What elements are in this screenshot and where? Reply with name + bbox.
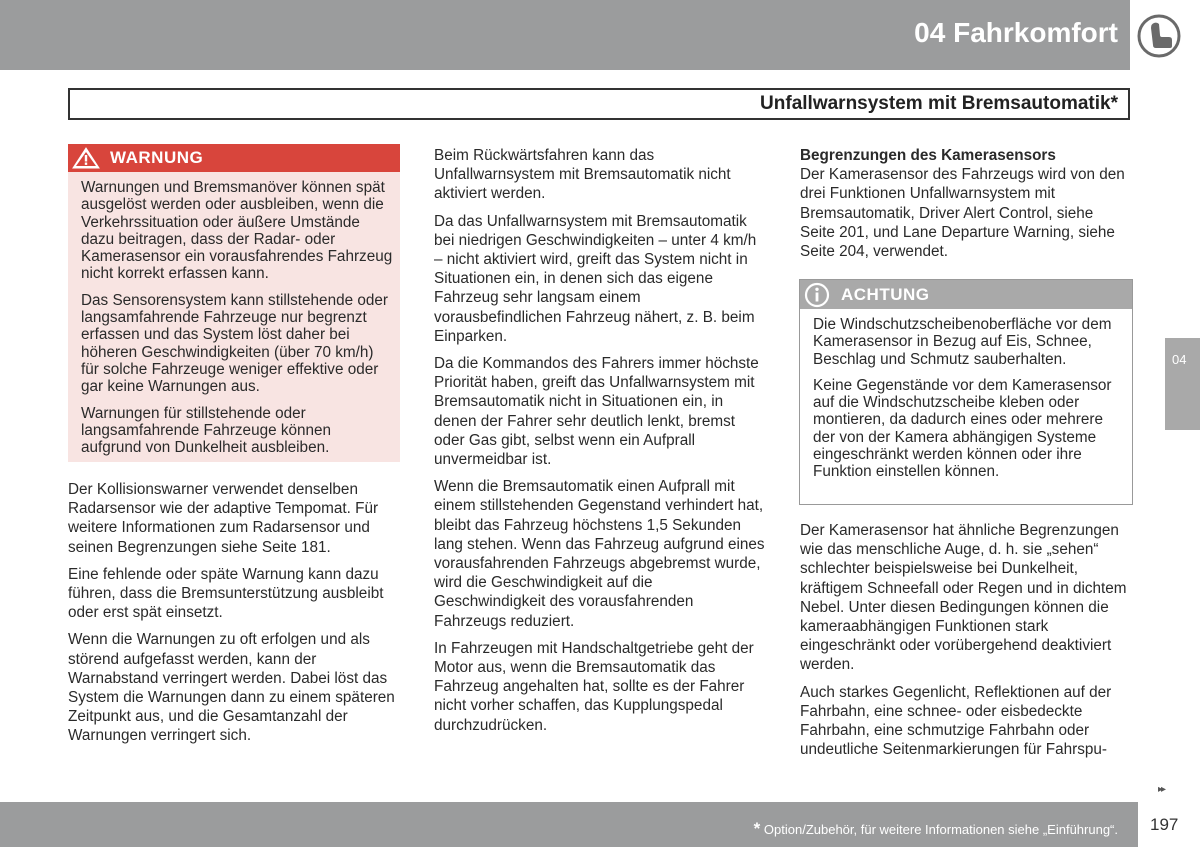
body-paragraph: Wenn die Bremsautomatik einen Aufprall mit einem stillstehenden Gegenstand verhindert hat, bleibt das Fahrzeug höchstens 1,5 Sekunden lang stehen. Wenn das Fahrzeug aufgrund eines vorausfahrenden Fahrzeugs abgebremst wurde, wird die Geschwindigkeit auf die Geschwindigkeit des vorausfahrenden Fahrzeugs reduziert. [434,478,765,630]
section-title: Unfallwarnsystem mit Bremsautomatik* [760,93,1118,114]
column-3-text [800,521,1132,767]
caution-paragraph: Die Windschutzscheibenoberfläche vor dem Kamerasensor in Bezug auf Eis, Schnee, Beschlag und Schmutz sauberhalten. [813,316,1112,368]
body-paragraph: Da die Kommandos des Fahrers immer höchste Priorität haben, greift das Unfallwarnsystem mit Bremsautomatik nicht in Situationen ein, in denen der Fahrer sehr deutlich lenkt, bremst oder Gas gibt, selbst wenn ein Aufprall unvermeidbar ist. [434,355,759,469]
column-2-text [434,146,766,743]
caution-box [799,279,1133,505]
caution-paragraph: Keine Gegenstände vor dem Kamerasensor auf die Windschutzscheibe kleben oder montieren, da dadurch eines oder mehrere der von der Kamera abhängigen Systeme eingeschränkt werden können oder ihre Funktion einstellen können. [813,376,1112,481]
warning-triangle-icon [71,146,101,170]
section-title-box [68,88,1130,120]
body-paragraph: Da das Unfallwarnsystem mit Bremsautomatik bei niedrigen Geschwindigkeiten – unter 4 km/h – nicht aktiviert wird, greift das System nicht in Situationen ein, in denen sich das eigene Fahrzeug sehr langsam einem vorausbefindlichen Fahrzeug nähert, z. B. beim Einparken. [434,212,757,345]
warning-paragraph: Das Sensorensystem kann stillstehende oder langsamfahrende Fahrzeuge nur begrenzt erfassen und das System löst daher bei höheren Geschwindigkeiten (über 70 km/h) für solche Fahrzeuge weniger effektive oder gar keine Warnungen aus. [81,291,388,396]
warning-paragraph: Warnungen und Bremsmanöver können spät ausgelöst werden oder ausbleiben, wenn die Verkehrssituation oder äußere Umstände dazu beitragen, dass der Radar- oder Kamerasensor ein vorausfahrendes Fahrzeug nicht korrekt erfassen kann. [81,179,393,283]
warning-label: WARNUNG [110,148,204,167]
body-paragraph: Auch starkes Gegenlicht, Reflektionen auf der Fahrbahn, eine schnee- oder eisbedeckte Fahrbahn, eine schmutzige Fahrbahn oder undeutliche Seitenmarkierungen für Fahrspu- [800,683,1112,759]
body-paragraph: Wenn die Warnungen zu oft erfolgen und als störend aufgefasst werden, kann der Warnabstand verringert werden. Dabei löst das System die Warnungen dann zu einem späteren Zeitpunkt aus, und die Gesamtanzahl der Warnungen verringert sich. [68,631,395,745]
caution-header [800,280,1132,309]
body-paragraph: In Fahrzeugen mit Handschaltgetriebe geht der Motor aus, wenn die Bremsautomatik das Fahrzeug angehalten hat, sollte es der Fahrer nicht vorher schaffen, das Kupplungspedal durchzudrücken. [434,639,754,734]
warning-header [68,144,400,172]
continue-arrow-icon: ▸▸ [1158,784,1165,795]
body-paragraph: Der Kamerasensor des Fahrzeugs wird von den drei Funktionen Unfallwarnsystem mit Bremsautomatik, Driver Alert Control, siehe Seite 201, und Lane Departure Warning, siehe Seite 204, verwendet. [800,166,1125,261]
body-paragraph: Beim Rückwärtsfahren kann das Unfallwarnsystem mit Bremsautomatik nicht aktiviert werden. [434,147,731,203]
footer-note [754,819,1118,839]
info-icon [804,282,830,308]
footer-note-text: Option/Zubehör, für weitere Informationen siehe „Einführung“. [760,822,1118,837]
seat-icon [1137,14,1181,58]
caution-label: ACHTUNG [841,285,930,304]
body-paragraph: Der Kollisionswarner verwendet denselben Radarsensor wie der adaptive Tempomat. Für weitere Informationen zum Radarsensor und seinen Begrenzungen siehe Seite 181. [68,481,379,556]
page-number: 197 [1150,815,1179,834]
caution-text [813,316,1125,490]
footer-star: * [753,819,761,838]
chapter-side-tab-label: 04 [1172,352,1187,367]
column-1-text [68,480,400,754]
warning-text [81,179,393,465]
body-paragraph: Der Kamerasensor hat ähnliche Begrenzungen wie das menschliche Auge, d. h. sie „sehen“ schlechter beispielsweise bei Dunkelheit, kräftigem Schneefall oder Regen und in dichtem Nebel. Unter diesen Bedingungen können die kameraabhängigen Funktionen stark eingeschränkt oder vorübergehend deaktiviert werden. [800,522,1127,674]
warning-box [68,144,400,462]
chapter-title: 04 Fahrkomfort [914,17,1118,48]
warning-paragraph: Warnungen für stillstehende oder langsamfahrende Fahrzeuge können aufgrund von Dunkelheit ausbleiben. [81,404,332,457]
subsection-heading: Begrenzungen des Kamerasensors [800,147,1056,164]
body-paragraph: Eine fehlende oder späte Warnung kann dazu führen, dass die Bremsunterstützung ausbleibt oder erst spät einsetzt. [68,565,384,622]
column-3-intro [800,146,1132,269]
